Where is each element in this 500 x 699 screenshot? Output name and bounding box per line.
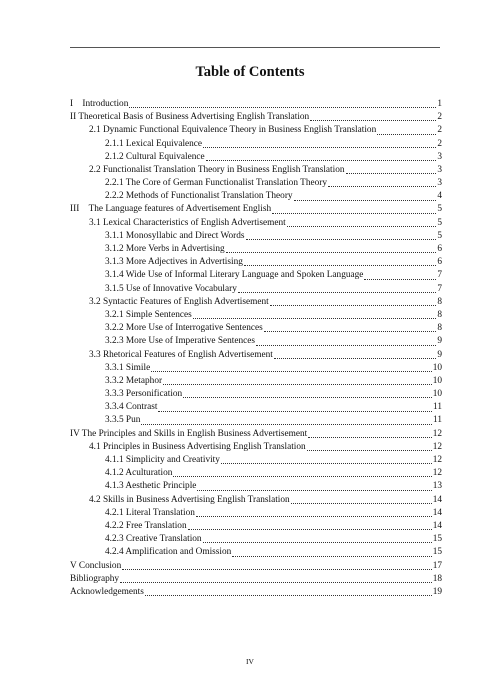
toc-leader-dots xyxy=(203,146,436,148)
toc-entry[interactable] xyxy=(70,573,442,586)
toc-entry-text: 3.1.5 Use of Innovative Vocabulary xyxy=(105,283,237,294)
toc-entry[interactable] xyxy=(70,164,442,177)
toc-entry-text: 2.1.2 Cultural Equivalence xyxy=(105,151,205,162)
toc-entry-text: 3.1.3 More Adjectives in Advertising xyxy=(105,257,243,268)
toc-entry-page: 7 xyxy=(437,283,442,294)
toc-entry[interactable] xyxy=(70,388,442,401)
page-number: IV xyxy=(246,657,254,666)
toc-entry[interactable] xyxy=(70,480,442,493)
toc-entry[interactable] xyxy=(70,322,442,335)
toc-entry-text: II Theoretical Basis of Business Advertising English Translation xyxy=(70,112,310,123)
toc-entry[interactable] xyxy=(70,349,442,362)
toc-leader-dots xyxy=(226,251,437,253)
toc-leader-dots xyxy=(346,172,437,174)
toc-entry-text: 4.2.2 Free Translation xyxy=(105,520,187,531)
toc-entry-page: 15 xyxy=(432,547,442,558)
toc-leader-dots xyxy=(188,528,432,530)
toc-entry-page: 3 xyxy=(437,164,442,175)
toc-entry-page: 4 xyxy=(437,191,442,202)
toc-entry-text: V Conclusion xyxy=(70,560,122,571)
toc-leader-dots xyxy=(310,119,436,121)
toc-leader-dots xyxy=(183,396,431,398)
toc-leader-dots xyxy=(206,159,437,161)
toc-entry[interactable] xyxy=(70,586,442,599)
toc-entry-page: 8 xyxy=(437,323,442,334)
toc-entry-text: 3.3.1 Simile xyxy=(105,362,151,373)
toc-entry-text: Acknowledgements xyxy=(70,586,144,597)
toc-entry[interactable] xyxy=(70,138,442,151)
toc-leader-dots xyxy=(141,423,432,425)
toc-entry-text: 3.2.1 Simple Sentences xyxy=(105,309,192,320)
toc-entry-page: 14 xyxy=(432,520,442,531)
toc-entry[interactable] xyxy=(70,560,442,573)
toc-entry-text: 2.2.1 The Core of German Functionalist Translation Theory xyxy=(105,178,327,189)
toc-entry[interactable] xyxy=(70,230,442,243)
toc-entry[interactable] xyxy=(70,217,442,230)
toc-entry-page: 1 xyxy=(437,98,442,109)
toc-entry[interactable] xyxy=(70,335,442,348)
toc-entry-text: 4.2.1 Literal Translation xyxy=(105,507,195,518)
toc-entry-text: 4.1.1 Simplicity and Creativity xyxy=(105,455,220,466)
toc-entry-page: 9 xyxy=(437,336,442,347)
toc-entry-page: 10 xyxy=(432,362,442,373)
toc-entry-text: 3.2.3 More Use of Imperative Sentences xyxy=(105,336,255,347)
toc-leader-dots xyxy=(238,291,436,293)
toc-entry-text: 2.2 Functionalist Translation Theory in Business English Translation xyxy=(89,164,345,175)
toc-entry-page: 6 xyxy=(437,257,442,268)
toc-entry[interactable] xyxy=(70,269,442,282)
toc-leader-dots xyxy=(256,344,436,346)
toc-leader-dots xyxy=(193,317,437,319)
toc-entry-page: 5 xyxy=(437,230,442,241)
toc-entry-page: 14 xyxy=(432,507,442,518)
toc-entry-text: I Introduction xyxy=(70,98,129,109)
toc-entry[interactable] xyxy=(70,283,442,296)
toc-entry-text: 2.1.1 Lexical Equivalence xyxy=(105,138,203,149)
toc-entry-text: 3.3 Rhetorical Features of English Advertisement xyxy=(89,349,273,360)
toc-entry-page: 14 xyxy=(432,494,442,505)
toc-entry[interactable] xyxy=(70,428,442,441)
toc-entry[interactable] xyxy=(70,362,442,375)
toc-entry-page: 10 xyxy=(432,375,442,386)
toc-leader-dots xyxy=(308,436,431,438)
toc-entry-page: 7 xyxy=(437,270,442,281)
toc-entry-text: III The Language features of Advertisement English xyxy=(70,204,272,215)
toc-entry-page: 12 xyxy=(432,455,442,466)
toc-entry[interactable] xyxy=(70,494,442,507)
toc-entry[interactable] xyxy=(70,520,442,533)
toc-entry-text: 4.2.3 Creative Translation xyxy=(105,534,202,545)
toc-leader-dots xyxy=(196,515,432,517)
toc-entry[interactable] xyxy=(70,507,442,520)
toc-entry-page: 12 xyxy=(432,441,442,452)
toc-leader-dots xyxy=(274,357,437,359)
toc-entry-page: 17 xyxy=(432,560,442,571)
toc-leader-dots xyxy=(270,304,437,306)
toc-leader-dots xyxy=(291,502,432,504)
toc-entry-text: 4.2.4 Amplification and Omission xyxy=(105,547,232,558)
toc-entry-text: 3.3.3 Personification xyxy=(105,389,183,400)
toc-entry-page: 11 xyxy=(433,402,442,413)
toc-leader-dots xyxy=(294,199,437,201)
toc-entry-page: 3 xyxy=(437,178,442,189)
toc-entry-text: 3.3.2 Metaphor xyxy=(105,375,163,386)
toc-entry-text: 2.1 Dynamic Functional Equivalence Theory in Business English Translation xyxy=(89,125,377,136)
header-rule xyxy=(70,47,440,48)
toc-entry-page: 8 xyxy=(437,296,442,307)
toc-entry[interactable] xyxy=(70,190,442,203)
toc-entry-text: 3.3.5 Pun xyxy=(105,415,141,426)
toc-leader-dots xyxy=(120,581,432,583)
toc-entry[interactable] xyxy=(70,151,442,164)
toc-entry-page: 11 xyxy=(433,415,442,426)
toc-entry-page: 3 xyxy=(437,151,442,162)
toc-entry-page: 2 xyxy=(437,112,442,123)
toc-entry[interactable] xyxy=(70,256,442,269)
toc-entry-text: 2.2.2 Methods of Functionalist Translation Theory xyxy=(105,191,293,202)
toc-leader-dots xyxy=(328,185,436,187)
toc-leader-dots xyxy=(122,568,431,570)
toc-entry-text: IV The Principles and Skills in English Business Advertisement xyxy=(70,428,308,439)
toc-entry[interactable] xyxy=(70,401,442,414)
toc-leader-dots xyxy=(221,462,432,464)
toc-leader-dots xyxy=(246,238,437,240)
toc-leader-dots xyxy=(151,370,432,372)
toc-leader-dots xyxy=(129,106,436,108)
toc-leader-dots xyxy=(272,212,436,214)
toc-entry-page: 8 xyxy=(437,309,442,320)
toc-leader-dots xyxy=(145,594,432,596)
toc-entry-text: 4.2 Skills in Business Advertising English Translation xyxy=(89,494,290,505)
toc-leader-dots xyxy=(173,475,431,477)
toc-entry[interactable] xyxy=(70,309,442,322)
toc-entry-text: 3.1 Lexical Characteristics of English Advertisement xyxy=(89,217,286,228)
toc-entry-text: 3.2.2 More Use of Interrogative Sentences xyxy=(105,323,263,334)
toc-entry-page: 10 xyxy=(432,389,442,400)
toc-entry-page: 2 xyxy=(437,125,442,136)
toc-leader-dots xyxy=(203,541,432,543)
toc-leader-dots xyxy=(232,555,431,557)
toc-entry[interactable] xyxy=(70,375,442,388)
toc-entry[interactable] xyxy=(70,415,442,428)
toc-entry[interactable] xyxy=(70,177,442,190)
toc-entry-page: 12 xyxy=(432,428,442,439)
toc-entry-text: 3.3.4 Contrast xyxy=(105,402,158,413)
toc-title: Table of Contents xyxy=(195,64,305,80)
toc-entry-text: 3.1.1 Monosyllabic and Direct Words xyxy=(105,230,245,241)
toc-entry[interactable] xyxy=(70,441,442,454)
toc-entry[interactable] xyxy=(70,533,442,546)
toc-leader-dots xyxy=(307,449,432,451)
toc-entry[interactable] xyxy=(70,467,442,480)
toc-entry-page: 9 xyxy=(437,349,442,360)
toc-entry[interactable] xyxy=(70,98,442,111)
toc-leader-dots xyxy=(158,410,432,412)
toc-entry[interactable] xyxy=(70,454,442,467)
toc-entry-page: 12 xyxy=(432,468,442,479)
toc-entry-page: 15 xyxy=(432,534,442,545)
toc-entry-page: 2 xyxy=(437,138,442,149)
toc-entry[interactable] xyxy=(70,111,442,124)
toc-leader-dots xyxy=(377,133,436,135)
toc-list xyxy=(70,98,442,599)
toc-entry-page: 6 xyxy=(437,244,442,255)
toc-entry-page: 19 xyxy=(432,586,442,597)
toc-entry[interactable] xyxy=(70,204,442,217)
toc-entry[interactable] xyxy=(70,243,442,256)
toc-entry-text: 4.1.3 Aesthetic Principle xyxy=(105,481,197,492)
toc-entry-page: 5 xyxy=(437,204,442,215)
toc-leader-dots xyxy=(364,278,436,280)
toc-leader-dots xyxy=(287,225,437,227)
toc-entry-page: 5 xyxy=(437,217,442,228)
toc-entry[interactable] xyxy=(70,124,442,137)
toc-entry-text: 3.1.2 More Verbs in Advertising xyxy=(105,244,225,255)
toc-leader-dots xyxy=(163,383,432,385)
toc-leader-dots xyxy=(264,330,437,332)
toc-entry-text: 4.1 Principles in Business Advertising English Translation xyxy=(89,441,306,452)
toc-leader-dots xyxy=(244,264,436,266)
toc-entry[interactable] xyxy=(70,546,442,559)
toc-entry-text: 3.1.4 Wide Use of Informal Literary Language and Spoken Language xyxy=(105,270,364,281)
toc-entry-page: 18 xyxy=(432,573,442,584)
toc-entry-page: 13 xyxy=(432,481,442,492)
toc-entry-text: 3.2 Syntactic Features of English Advertisement xyxy=(89,296,269,307)
toc-leader-dots xyxy=(197,489,431,491)
toc-entry[interactable] xyxy=(70,296,442,309)
toc-entry-text: Bibliography xyxy=(70,573,120,584)
toc-entry-text: 4.1.2 Aculturation xyxy=(105,468,173,479)
